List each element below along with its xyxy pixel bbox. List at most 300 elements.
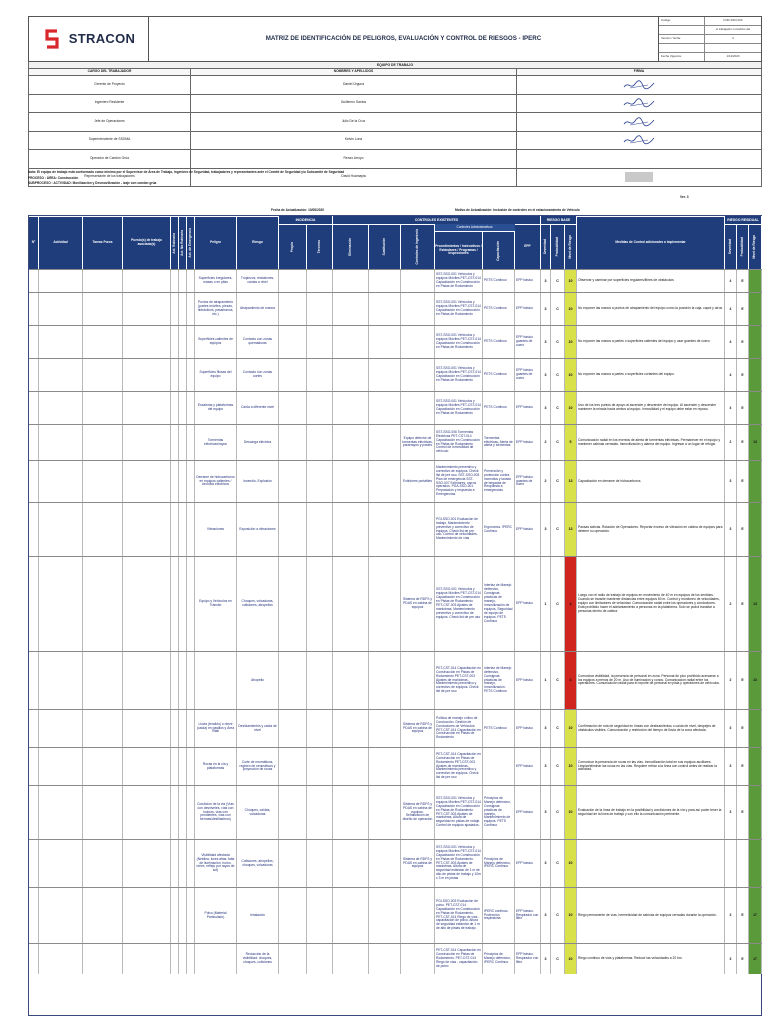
cell-eliminacion xyxy=(333,359,369,391)
cell-peligro: Escaleras y plataformas del equipo xyxy=(195,392,237,424)
cell-s1: 3 xyxy=(541,326,551,358)
signature-icon xyxy=(622,134,656,146)
table-row xyxy=(29,502,762,556)
team-cargo: Jefe de Operaciones xyxy=(29,113,191,131)
cell-n2 xyxy=(749,359,762,391)
cell-n1: 4 xyxy=(565,652,577,709)
cell-medidas: Riego permanente de vías, hermeticidad de cabinas de equipos cerradas durante la operación. xyxy=(577,888,725,943)
brand-logo xyxy=(29,17,149,61)
cell-epp: EPP básico xyxy=(515,293,541,325)
col-header-severidad: Severidad xyxy=(541,224,551,269)
cell-nro xyxy=(29,944,39,974)
cell-actividad xyxy=(39,652,83,709)
cell-medidas: Observar y caminar por superficies regulares/libres de obstáculos xyxy=(577,270,725,292)
team-nombre: Julio De la Cruz xyxy=(191,113,517,131)
cell-n1: 5 xyxy=(565,425,577,460)
cell-p2: E xyxy=(737,392,749,424)
cell-n1: 10 xyxy=(565,270,577,292)
team-nombre: Renzo Arroyo xyxy=(191,150,517,168)
cell-n1: 10 xyxy=(565,944,577,974)
cell-p1: C xyxy=(551,392,565,424)
cell-n2 xyxy=(749,840,762,887)
cell-rutina xyxy=(171,293,179,325)
cell-nro xyxy=(29,710,39,747)
cell-s1: 3 xyxy=(541,270,551,292)
cell-epp: EPP básico xyxy=(515,270,541,292)
team-row xyxy=(28,132,762,151)
col-header-puestos: Puesto(s) de trabajo asociado(s) xyxy=(123,216,171,269)
cell-epp: EPP básico guantes de cuero xyxy=(515,461,541,502)
cell-sustitucion xyxy=(369,786,401,839)
table-row xyxy=(29,269,762,292)
version-label: Ver. 3 xyxy=(680,195,689,199)
cell-nro xyxy=(29,270,39,292)
cell-p1: C xyxy=(551,710,565,747)
cell-puestos xyxy=(123,888,171,943)
col-header-peligro: Peligro xyxy=(195,216,237,269)
cell-cap: PETS Continuo xyxy=(483,270,515,292)
cell-cap: PETS Continuo xyxy=(483,710,515,747)
note-line: Nota: El equipo de trabajo está conformado como mínimo por el Supervisor de Área de Trabajo, Ingeniero de Seguridad, trabajadores y representantes ante el Comité de Seguridad y/o Subcomité de Seguridad xyxy=(28,170,345,174)
cell-n2 xyxy=(749,293,762,325)
cell-terceros xyxy=(307,326,333,358)
brand-name: STRACON xyxy=(68,31,136,47)
meta-key: Código: xyxy=(659,17,705,25)
cell-p1: C xyxy=(551,503,565,556)
cell-epp: EPP básico. Respirador con filtro xyxy=(515,888,541,943)
cell-propio xyxy=(279,840,307,887)
cell-proc: SST-SSO-001 Vehículos y equipos Móviles PET-CST-014 Capacitación en Construcción en Pistas de Rodamiento PET-CST-003 Ajustes de maniobras, Mantenimiento preventivo y correctivo de equipos. Check list de pre uso xyxy=(435,557,483,651)
cell-cap: Principios de Manejo defensivo, Consignas prácticas de manejo, Mantenimiento de equipos. PETS Continuo xyxy=(483,786,515,839)
cell-eliminacion xyxy=(333,710,369,747)
cell-no-rutina xyxy=(179,461,187,502)
cell-terceros xyxy=(307,557,333,651)
col-header-ingenieria: Controles de Ingeniería xyxy=(401,224,435,269)
cell-ingenieria xyxy=(401,326,435,358)
cell-terceros xyxy=(307,392,333,424)
cell-proc: PGI-SSO-001 Evaluación de trabajo. Mantenimiento preventivo y correctivo de equipos. Check list de pre uso. Control de velocidades. Mantenimiento de vías xyxy=(435,503,483,556)
cell-cap: Tormentas eléctricas, Alerta de alerta y tormentas xyxy=(483,425,515,460)
cell-s1: 3 xyxy=(541,840,551,887)
team-firma xyxy=(517,113,761,131)
cell-actividad xyxy=(39,503,83,556)
cell-tarea xyxy=(83,270,123,292)
cell-p2 xyxy=(737,840,749,887)
cell-puestos xyxy=(123,557,171,651)
cell-ingenieria xyxy=(401,270,435,292)
cell-puestos xyxy=(123,270,171,292)
cell-nro xyxy=(29,652,39,709)
note-line: PROCESO : ÁREA: Construcción xyxy=(28,175,79,180)
cell-proc: PET-CST-014 Capacitación en Construcción en Pistas de Rodamiento PET-CST-003 Ajustes de maniobras, Mantenimiento preventivo y correctivo de equipos. Check list de pre uso xyxy=(435,748,483,785)
cell-rutina xyxy=(171,557,179,651)
cell-n1: 4 xyxy=(565,557,577,651)
cell-no-rutina xyxy=(179,425,187,460)
cell-eliminacion xyxy=(333,503,369,556)
cell-actividad xyxy=(39,840,83,887)
cell-s1: 2 xyxy=(541,425,551,460)
cell-medidas: Comunicar la presencia de rocas en las vías. Inmovilización total en sus equipos auxiliares. Limpiar/eliminar las rocas en las vías. Requiere retirar a la línea con control antes de realizar la actividad. xyxy=(577,748,725,785)
cell-n2 xyxy=(749,392,762,424)
cell-n1: 13 xyxy=(565,503,577,556)
cell-epp: EPP básico xyxy=(515,786,541,839)
team-header-firma: FIRMA xyxy=(633,69,645,74)
cell-terceros xyxy=(307,786,333,839)
cell-ingenieria xyxy=(401,652,435,709)
notes-block xyxy=(28,171,762,188)
cell-peligro: Lluvia (tendido) o nieve (caída) en pasillos y Área Vitalí xyxy=(195,710,237,747)
cell-ingenieria xyxy=(401,944,435,974)
cell-eliminacion xyxy=(333,293,369,325)
cell-eliminacion xyxy=(333,392,369,424)
cell-rutina xyxy=(171,748,179,785)
cell-nro xyxy=(29,888,39,943)
group-incidencia: INCIDENCIA xyxy=(279,216,333,224)
cell-sustitucion xyxy=(369,270,401,292)
cell-rutina xyxy=(171,944,179,974)
cell-actividad xyxy=(39,557,83,651)
cell-nro xyxy=(29,461,39,502)
cell-emergencia xyxy=(187,944,195,974)
cell-tarea xyxy=(83,944,123,974)
cell-nro xyxy=(29,557,39,651)
col-header-rutina: Act. Rutinaria xyxy=(171,216,179,269)
cell-no-rutina xyxy=(179,786,187,839)
cell-rutina xyxy=(171,326,179,358)
cell-epp: EPP básico xyxy=(515,840,541,887)
cell-epp: EPP básico guantes de cuero xyxy=(515,326,541,358)
team-nombre: Daniel Ürguna xyxy=(191,76,517,94)
cell-s2: 3 xyxy=(725,888,737,943)
cell-emergencia xyxy=(187,461,195,502)
cell-no-rutina xyxy=(179,557,187,651)
cell-medidas: Comunicación radial en los eventos de alerta de tormentas eléctricas. Permanecer en el equipo y mantener cabinas cerradas. Inmovilización y alarma del equipo. Ingresar a un lugar de refugio. xyxy=(577,425,725,460)
cell-proc: SST-SSO-001 Vehículos y equipos Móviles PET-CST-014 Capacitación en Construcción en Pistas de Rodamiento. PET-CST-003 Ajustes de maniobras. Altura de seguridad estándar de 1 m de alto de pistas de trabajo y 10m x 3 m en pistas xyxy=(435,840,483,887)
cell-emergencia xyxy=(187,293,195,325)
col-header-no-rutina: Act. No Rutinaria xyxy=(179,216,187,269)
cell-puestos xyxy=(123,461,171,502)
cell-no-rutina xyxy=(179,944,187,974)
cell-sustitucion xyxy=(369,326,401,358)
document-meta xyxy=(659,17,761,61)
cell-rutina xyxy=(171,425,179,460)
motivo-actualizacion: Motivo de Actualización: Inclusión de controles en el estacionamiento de Vehículo xyxy=(455,208,580,212)
team-row xyxy=(28,113,762,132)
meta-value: 1/12/2020 xyxy=(726,54,740,59)
cell-propio xyxy=(279,461,307,502)
cell-nro xyxy=(29,786,39,839)
cell-peligro: Superficies irregulares, masas o en pilas xyxy=(195,270,237,292)
group-controles: CONTROLES EXISTENTES xyxy=(333,216,541,224)
signature-icon xyxy=(622,116,656,128)
meta-value xyxy=(705,44,761,52)
cell-actividad xyxy=(39,786,83,839)
cell-n2 xyxy=(749,503,762,556)
meta-value: el trabajador consultivo del xyxy=(715,27,751,32)
cell-rutina xyxy=(171,461,179,502)
cell-p2: E xyxy=(737,359,749,391)
cell-actividad xyxy=(39,748,83,785)
cell-n1: 13 xyxy=(565,461,577,502)
cell-terceros xyxy=(307,710,333,747)
cell-epp: EPP básico xyxy=(515,652,541,709)
cell-propio xyxy=(279,359,307,391)
cell-puestos xyxy=(123,840,171,887)
cell-propio xyxy=(279,944,307,974)
cell-eliminacion xyxy=(333,944,369,974)
cell-propio xyxy=(279,503,307,556)
cell-no-rutina xyxy=(179,840,187,887)
cell-p1: C xyxy=(551,359,565,391)
cell-ingenieria xyxy=(401,748,435,785)
cell-no-rutina xyxy=(179,710,187,747)
team-row xyxy=(28,150,762,169)
col-header-sustitucion: Sustitución xyxy=(369,224,401,269)
team-header-nombre: NOMBRES Y APELLIDOS xyxy=(191,69,517,75)
cell-nro xyxy=(29,425,39,460)
team-cargo: Superintendente de SSOMA xyxy=(29,132,191,150)
cell-riesgo: Corte de neumáticos, registro de neumáticos y proyección de rocas xyxy=(237,748,279,785)
cell-actividad xyxy=(39,270,83,292)
cell-tarea xyxy=(83,748,123,785)
cell-p2: E xyxy=(737,425,749,460)
cell-propio xyxy=(279,392,307,424)
cell-p2: E xyxy=(737,748,749,785)
cell-puestos xyxy=(123,293,171,325)
cell-n1: 10 xyxy=(565,786,577,839)
cell-n1: 10 xyxy=(565,392,577,424)
meta-key: Fecha Vigencia: xyxy=(659,53,705,61)
meta-value: FOR-SSO-000 xyxy=(723,18,743,23)
cell-ingenieria xyxy=(401,392,435,424)
cell-terceros xyxy=(307,840,333,887)
cell-s1: 3 xyxy=(541,392,551,424)
meta-key: Versión / fecha: xyxy=(659,35,705,43)
col-header-actividad: Actividad xyxy=(39,216,83,269)
iperc-sheet xyxy=(28,16,762,1016)
cell-epp: EPP básico guantes de cuero xyxy=(515,359,541,391)
table-row xyxy=(29,943,762,974)
cell-sustitucion xyxy=(369,888,401,943)
cell-n2: 17 xyxy=(749,888,762,943)
cell-p1: C xyxy=(551,944,565,974)
cell-n2 xyxy=(749,326,762,358)
cell-s2: 4 xyxy=(725,392,737,424)
cell-terceros xyxy=(307,503,333,556)
cell-no-rutina xyxy=(179,270,187,292)
cell-actividad xyxy=(39,293,83,325)
signature-icon xyxy=(622,97,656,109)
cell-s1: 2 xyxy=(541,461,551,502)
cell-emergencia xyxy=(187,652,195,709)
cell-no-rutina xyxy=(179,359,187,391)
cell-eliminacion xyxy=(333,326,369,358)
cell-s2: 2 xyxy=(725,425,737,460)
cell-n2 xyxy=(749,786,762,839)
cell-epp: EPP básico xyxy=(515,503,541,556)
cell-peligro: Puntos de atrapamiento (partes móviles, piezas, hidráulicos, pasamanos, etc.) xyxy=(195,293,237,325)
cell-n1: 10 xyxy=(565,710,577,747)
cell-ingenieria: Sistema de RDFS y PDAS en cabina de equipos xyxy=(401,557,435,651)
cell-ingenieria: Sistema de RDFS y PDAS en cabina de equipos. Señalización de diseño de operación xyxy=(401,786,435,839)
iperc-table xyxy=(28,215,762,1016)
table-row xyxy=(29,887,762,943)
cell-n1: 10 xyxy=(565,748,577,785)
cell-s2: 3 xyxy=(725,710,737,747)
cell-p1: C xyxy=(551,652,565,709)
cell-puestos xyxy=(123,944,171,974)
cell-peligro: Polvo (Material Particulado) xyxy=(195,888,237,943)
cell-riesgo: Choques, volcaduras, colisiones, atropellos xyxy=(237,557,279,651)
col-header-procedimientos: Procedimientos / Instructivos / Estándares / Programas / Inspecciones xyxy=(435,231,483,269)
group-controles-admin: Controles Administrativos xyxy=(409,224,541,231)
col-header-probabilidad: Probabilidad xyxy=(551,224,565,269)
cell-cap: PETS Continuo xyxy=(483,293,515,325)
cell-tarea xyxy=(83,425,123,460)
cell-s2: 3 xyxy=(725,748,737,785)
cell-ingenieria xyxy=(401,888,435,943)
work-team-table xyxy=(28,62,762,187)
cell-n1: 10 xyxy=(565,359,577,391)
cell-emergencia xyxy=(187,710,195,747)
cell-propio xyxy=(279,748,307,785)
cell-eliminacion xyxy=(333,270,369,292)
team-cargo: Ingeniero Residente xyxy=(29,95,191,113)
cell-rutina xyxy=(171,359,179,391)
table-row xyxy=(29,651,762,709)
cell-nro xyxy=(29,293,39,325)
cell-medidas: No exponer las manos a partes o superficies calientes del equipo y usar guantes de cuero. xyxy=(577,326,725,358)
cell-s1: 3 xyxy=(541,786,551,839)
cell-tarea xyxy=(83,293,123,325)
cell-emergencia xyxy=(187,359,195,391)
cell-emergencia xyxy=(187,270,195,292)
table-row xyxy=(29,424,762,460)
cell-p2: E xyxy=(737,888,749,943)
cell-riesgo: Inhalación xyxy=(237,888,279,943)
cell-sustitucion xyxy=(369,359,401,391)
cell-tarea xyxy=(83,359,123,391)
cell-ingenieria xyxy=(401,503,435,556)
cell-cap xyxy=(483,748,515,785)
cell-puestos xyxy=(123,359,171,391)
cell-s1: 3 xyxy=(541,503,551,556)
cell-cap: PETS Continuo xyxy=(483,326,515,358)
cell-terceros xyxy=(307,652,333,709)
cell-p2: E xyxy=(737,503,749,556)
cell-n2: 13 xyxy=(749,557,762,651)
cell-proc: SST-SSO-001 Vehículos y equipos Móviles PET-CST-014 Capacitación en Construcción en Pistas de Rodamiento xyxy=(435,270,483,292)
cell-n2 xyxy=(749,461,762,502)
cell-cap: Prevención y protección contra incendios y lavado de brigadas de Respuesta a emergencias xyxy=(483,461,515,502)
cell-proc: SST-SSO-001 Vehículos y equipos Móviles PET-CST-014 Capacitación en Construcción en Pistas de Rodamiento xyxy=(435,392,483,424)
cell-propio xyxy=(279,293,307,325)
cell-actividad xyxy=(39,888,83,943)
cell-s2: 4 xyxy=(725,326,737,358)
cell-cap: PETS Continuo xyxy=(483,392,515,424)
cell-eliminacion xyxy=(333,425,369,460)
cell-rutina xyxy=(171,840,179,887)
cell-eliminacion xyxy=(333,557,369,651)
cell-p1: C xyxy=(551,748,565,785)
cell-peligro: Superficies calientes de equipos xyxy=(195,326,237,358)
cell-sustitucion xyxy=(369,944,401,974)
cell-sustitucion xyxy=(369,293,401,325)
cell-tarea xyxy=(83,461,123,502)
cell-eliminacion xyxy=(333,786,369,839)
cell-cap: IPERC continuo. Protección respiratoria xyxy=(483,888,515,943)
team-row xyxy=(28,76,762,95)
cell-peligro: Vibraciones xyxy=(195,503,237,556)
cell-sustitucion xyxy=(369,710,401,747)
signature-icon xyxy=(622,79,656,91)
table-row xyxy=(29,556,762,651)
cell-proc: SST-SSO-001 Vehículos y equipos Móviles PET-CST-014 Capacitación en Construcción en Pistas de Rodamiento xyxy=(435,293,483,325)
cell-terceros xyxy=(307,461,333,502)
cell-emergencia xyxy=(187,557,195,651)
team-cargo: Representante de los trabajadores xyxy=(29,169,191,187)
cell-riesgo: Colisiones, atropellos, choques, volcaduras xyxy=(237,840,279,887)
cell-medidas: Capacitación en derrame de hidrocarburos xyxy=(577,461,725,502)
cell-medidas: No exponer las manos a partes o superficies cortantes del equipo. xyxy=(577,359,725,391)
cell-sustitucion xyxy=(369,461,401,502)
cell-cap: Interfaz de Manejo defensivo, Consignas prácticas de manejo, Inmovilización de equipos, Seguridad de equipo de equipos. PETS Continuo xyxy=(483,557,515,651)
cell-medidas: Evaluación de la línea de trabajo en la posibilidad y condiciones de la vía y para así poder tener la seguridad de la línea de trabajo y con ello la comunicación pertinente. xyxy=(577,786,725,839)
team-firma xyxy=(517,150,761,168)
cell-riesgo: Atropello xyxy=(237,652,279,709)
cell-p1: C xyxy=(551,425,565,460)
cell-emergencia xyxy=(187,786,195,839)
cell-medidas: Pausas activas. Rotación de Operadores. Reportar exceso de vibración en cabina de equipos para detener su operación. xyxy=(577,503,725,556)
cell-puestos xyxy=(123,652,171,709)
cell-sustitucion xyxy=(369,840,401,887)
cell-p2: E xyxy=(737,326,749,358)
cell-n2 xyxy=(749,748,762,785)
cell-actividad xyxy=(39,461,83,502)
cell-proc: SST-SSO-001 Vehículos y equipos Móviles PET-CST-014 Capacitación en Construcción en Pistas de Rodamiento xyxy=(435,326,483,358)
cell-no-rutina xyxy=(179,392,187,424)
cell-propio xyxy=(279,425,307,460)
cell-riesgo: Deslizamientos y caída de nivel xyxy=(237,710,279,747)
cell-proc: PGI-SSO-003 Evaluación de polvo. PET-CST-014 Capacitación en Construcción en Pistas de Rodamiento. PET-CST-014 Riego de vías - capacitación de polvo. Altura de seguridad estándar de 1 m de alto de pistas de trabajo. xyxy=(435,888,483,943)
cell-nro xyxy=(29,359,39,391)
cell-ingenieria: Equipo detector de tormentas eléctricas, pararrayos y postes xyxy=(401,425,435,460)
cell-terceros xyxy=(307,425,333,460)
table-row xyxy=(29,325,762,358)
cell-propio xyxy=(279,270,307,292)
cell-rutina xyxy=(171,710,179,747)
fecha-actualizacion: Fecha de Actualización: 10/08/2020 xyxy=(271,208,325,212)
cell-actividad xyxy=(39,710,83,747)
cell-cap: Principios de Manejo defensivo, IPERC Continuo xyxy=(483,840,515,887)
cell-medidas: Riego continuo de vías y plataformas. Reducir las velocidades a 20 km. xyxy=(577,944,725,974)
team-band-title: EQUIPO DE TRABAJO xyxy=(28,62,762,69)
cell-emergencia xyxy=(187,425,195,460)
cell-peligro: Visibilidad afectada (Neblina, luces altas, falta de iluminación, humo, nieve, reflejo por rayos de sol) xyxy=(195,840,237,887)
meta-key xyxy=(659,26,705,34)
cell-actividad xyxy=(39,326,83,358)
cell-eliminacion xyxy=(333,748,369,785)
col-header-severidad-res: Severidad xyxy=(725,224,737,269)
cell-propio xyxy=(279,652,307,709)
cell-no-rutina xyxy=(179,503,187,556)
col-header-probabilidad-res: Probabilidad xyxy=(737,224,749,269)
cell-s2: 3 xyxy=(725,944,737,974)
col-header-medidas: Medidas de Control adicionales a implementar xyxy=(577,216,725,269)
cell-sustitucion xyxy=(369,425,401,460)
cell-puestos xyxy=(123,392,171,424)
col-header-terceros: Terceros xyxy=(307,224,333,269)
